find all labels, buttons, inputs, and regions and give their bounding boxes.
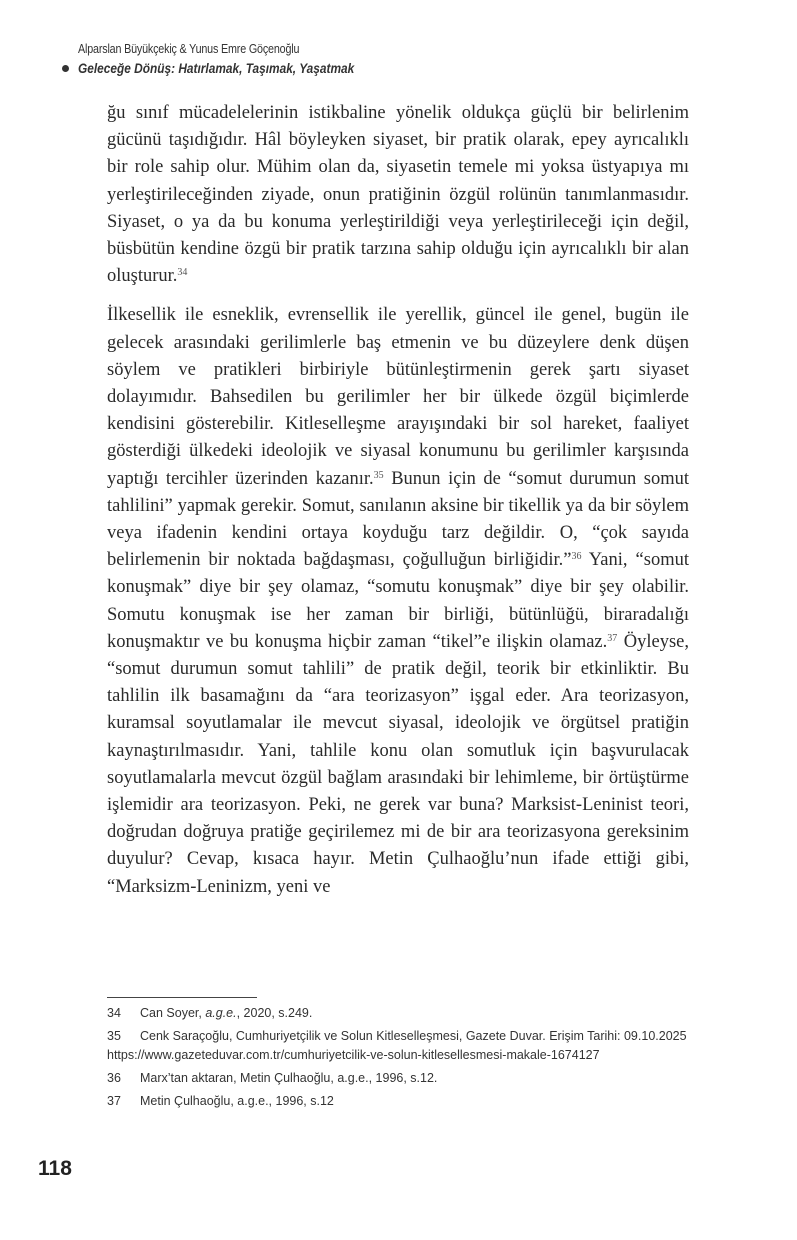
paragraph-text: Öyleyse, “somut durumun somut tahlili” de pratik değil, teorik bir etkinliktir. Bu tahlilin ilk basamağını da “ara teorizasyon” işgal eder. Ara teorizasyon, kuramsal soyutlamalar ile mevcut siyasal, ideolojik ve örgütsel pratiğin kaynaştırılmasıdır. Yani, tahlile konu olan somutluk için başvurulacak soyutlamalarla mevcut özgül bağlam arasındaki bir lehimleme, bir örtüştürme işlemidir ara teorizasyon. Peki, ne gerek var buna? Marksist-Leninist teori, doğrudan doğruya pratiğe geçirilemez mi de bir ara teorizasyona gereksinim duyulur? Cevap, kısaca hayır. Metin Çulhaoğlu’nun ifade ettiği gibi, “Marksizm-Leninizm, yeni ve (107, 631, 690, 897)
footnote-divider (107, 997, 257, 998)
footnote-number: 34 (107, 1006, 121, 1020)
footnote-item (107, 1004, 690, 1023)
bullet-icon (62, 65, 69, 72)
paragraph-text: İlkesellik ile esneklik, evrensellik ile yerellik, güncel ile genel, bugün ile gelecek arasındaki gerilimlerle baş etmenin ve bu düzeylere denk düşen söylem ve pratikleri birbiriyle bütünleştirmenin gerek şartı siyaset dolayımıdır. Bahsedilen bu gerilimler her bir ülkede özgül biçimlerde kendisini gösterebilir. Kitleselleşme arayışındaki bir sol hareket, faaliyet gösterdiği ülkedeki ideolojik ve siyasal konumunu bu gerilimler karşısında yaptığı tercihler üzerinden kazanır. (107, 305, 689, 489)
footnote-marker[interactable]: 34 (177, 267, 188, 279)
header-book-title: Geleceğe Dönüş: Hatırlamak, Taşımak, Yaşatmak (78, 61, 355, 76)
body-paragraph (107, 302, 689, 900)
page-number: 118 (38, 1157, 72, 1180)
footnotes (107, 1004, 690, 1115)
footnote-url[interactable]: https://www.gazeteduvar.com.tr/cumhuriyetcilik-ve-solun-kitlesellesmesi-makale-1674127 (107, 1048, 600, 1062)
paragraph-text: Yani, “somut konuşmak” diye bir şey olamaz, “somutu konuşmak” diye bir şey olabilir. Somutu konuşmak ise her zaman bir birliği, bütünlüğü, biraradalığı konuşmaktır ve bu konuşma hiçbir zaman “tikel”e ilişkin olamaz. (107, 550, 689, 652)
running-header (62, 42, 392, 76)
footnote-number: 36 (107, 1071, 121, 1085)
footnote-number: 35 (107, 1029, 121, 1043)
footnote-text: Metin Çulhaoğlu, a.g.e., 1996, s.12 (140, 1094, 334, 1108)
header-authors: Alparslan Büyükçekiç & Yunus Emre Göçenoğlu (78, 42, 300, 56)
footnote-text: Can Soyer, (140, 1006, 206, 1020)
footnote-marker[interactable]: 37 (607, 632, 618, 644)
paragraph-text: Bunun için de “somut durumun somut tahlilini” yapmak gerekir. Somut, sanılanın aksine bir tikellik ya da bir söylem veya ifadenin kendini ortaya koyduğu tarz değildir. O, “çok sayıda belirlemenin bir noktada bağdaşması, çoğulluğun birliğidir.” (107, 468, 690, 571)
footnote-marker[interactable]: 35 (373, 469, 384, 481)
footnote-item (107, 1069, 690, 1088)
header-title-row (62, 61, 392, 76)
footnote-text: , 2020, s.249. (236, 1006, 313, 1020)
body-text (107, 100, 689, 913)
paragraph-text: ğu sınıf mücadelelerinin istikbaline yönelik oldukça güçlü bir belirlenim gücünü taşıdığıdır. Hâl böyleyken siyaset, bir pratik olarak, epey ayrıcalıklı bir role sahip olur. Mühim olan da, siyasetin temele mi yoksa üstyapıya mı yerleştirileceğinden ziyade, onun pratiğinin özgül rolünün tanımlanmasıdır. Siyaset, o ya da bu konuma yerleştirildiği veya yerleştirileceği için değil, büsbütün kendine özgü bir pratik tarzına sahip olduğu için ayrıcalıklı bir alan oluşturur. (107, 103, 689, 287)
footnote-marker[interactable]: 36 (571, 551, 582, 563)
footnote-text: Marx’tan aktaran, Metin Çulhaoğlu, a.g.e., 1996, s.12. (140, 1071, 438, 1085)
footnote-text: a.g.e. (205, 1006, 237, 1020)
footnote-text: Cenk Saraçoğlu, Cumhuriyetçilik ve Solun Kitleselleşmesi, Gazete Duvar. Erişim Tarihi: 09.10.2025 (140, 1029, 687, 1043)
body-paragraph (107, 100, 689, 290)
footnote-item (107, 1092, 690, 1111)
footnote-number: 37 (107, 1094, 121, 1108)
footnote-item (107, 1027, 690, 1065)
